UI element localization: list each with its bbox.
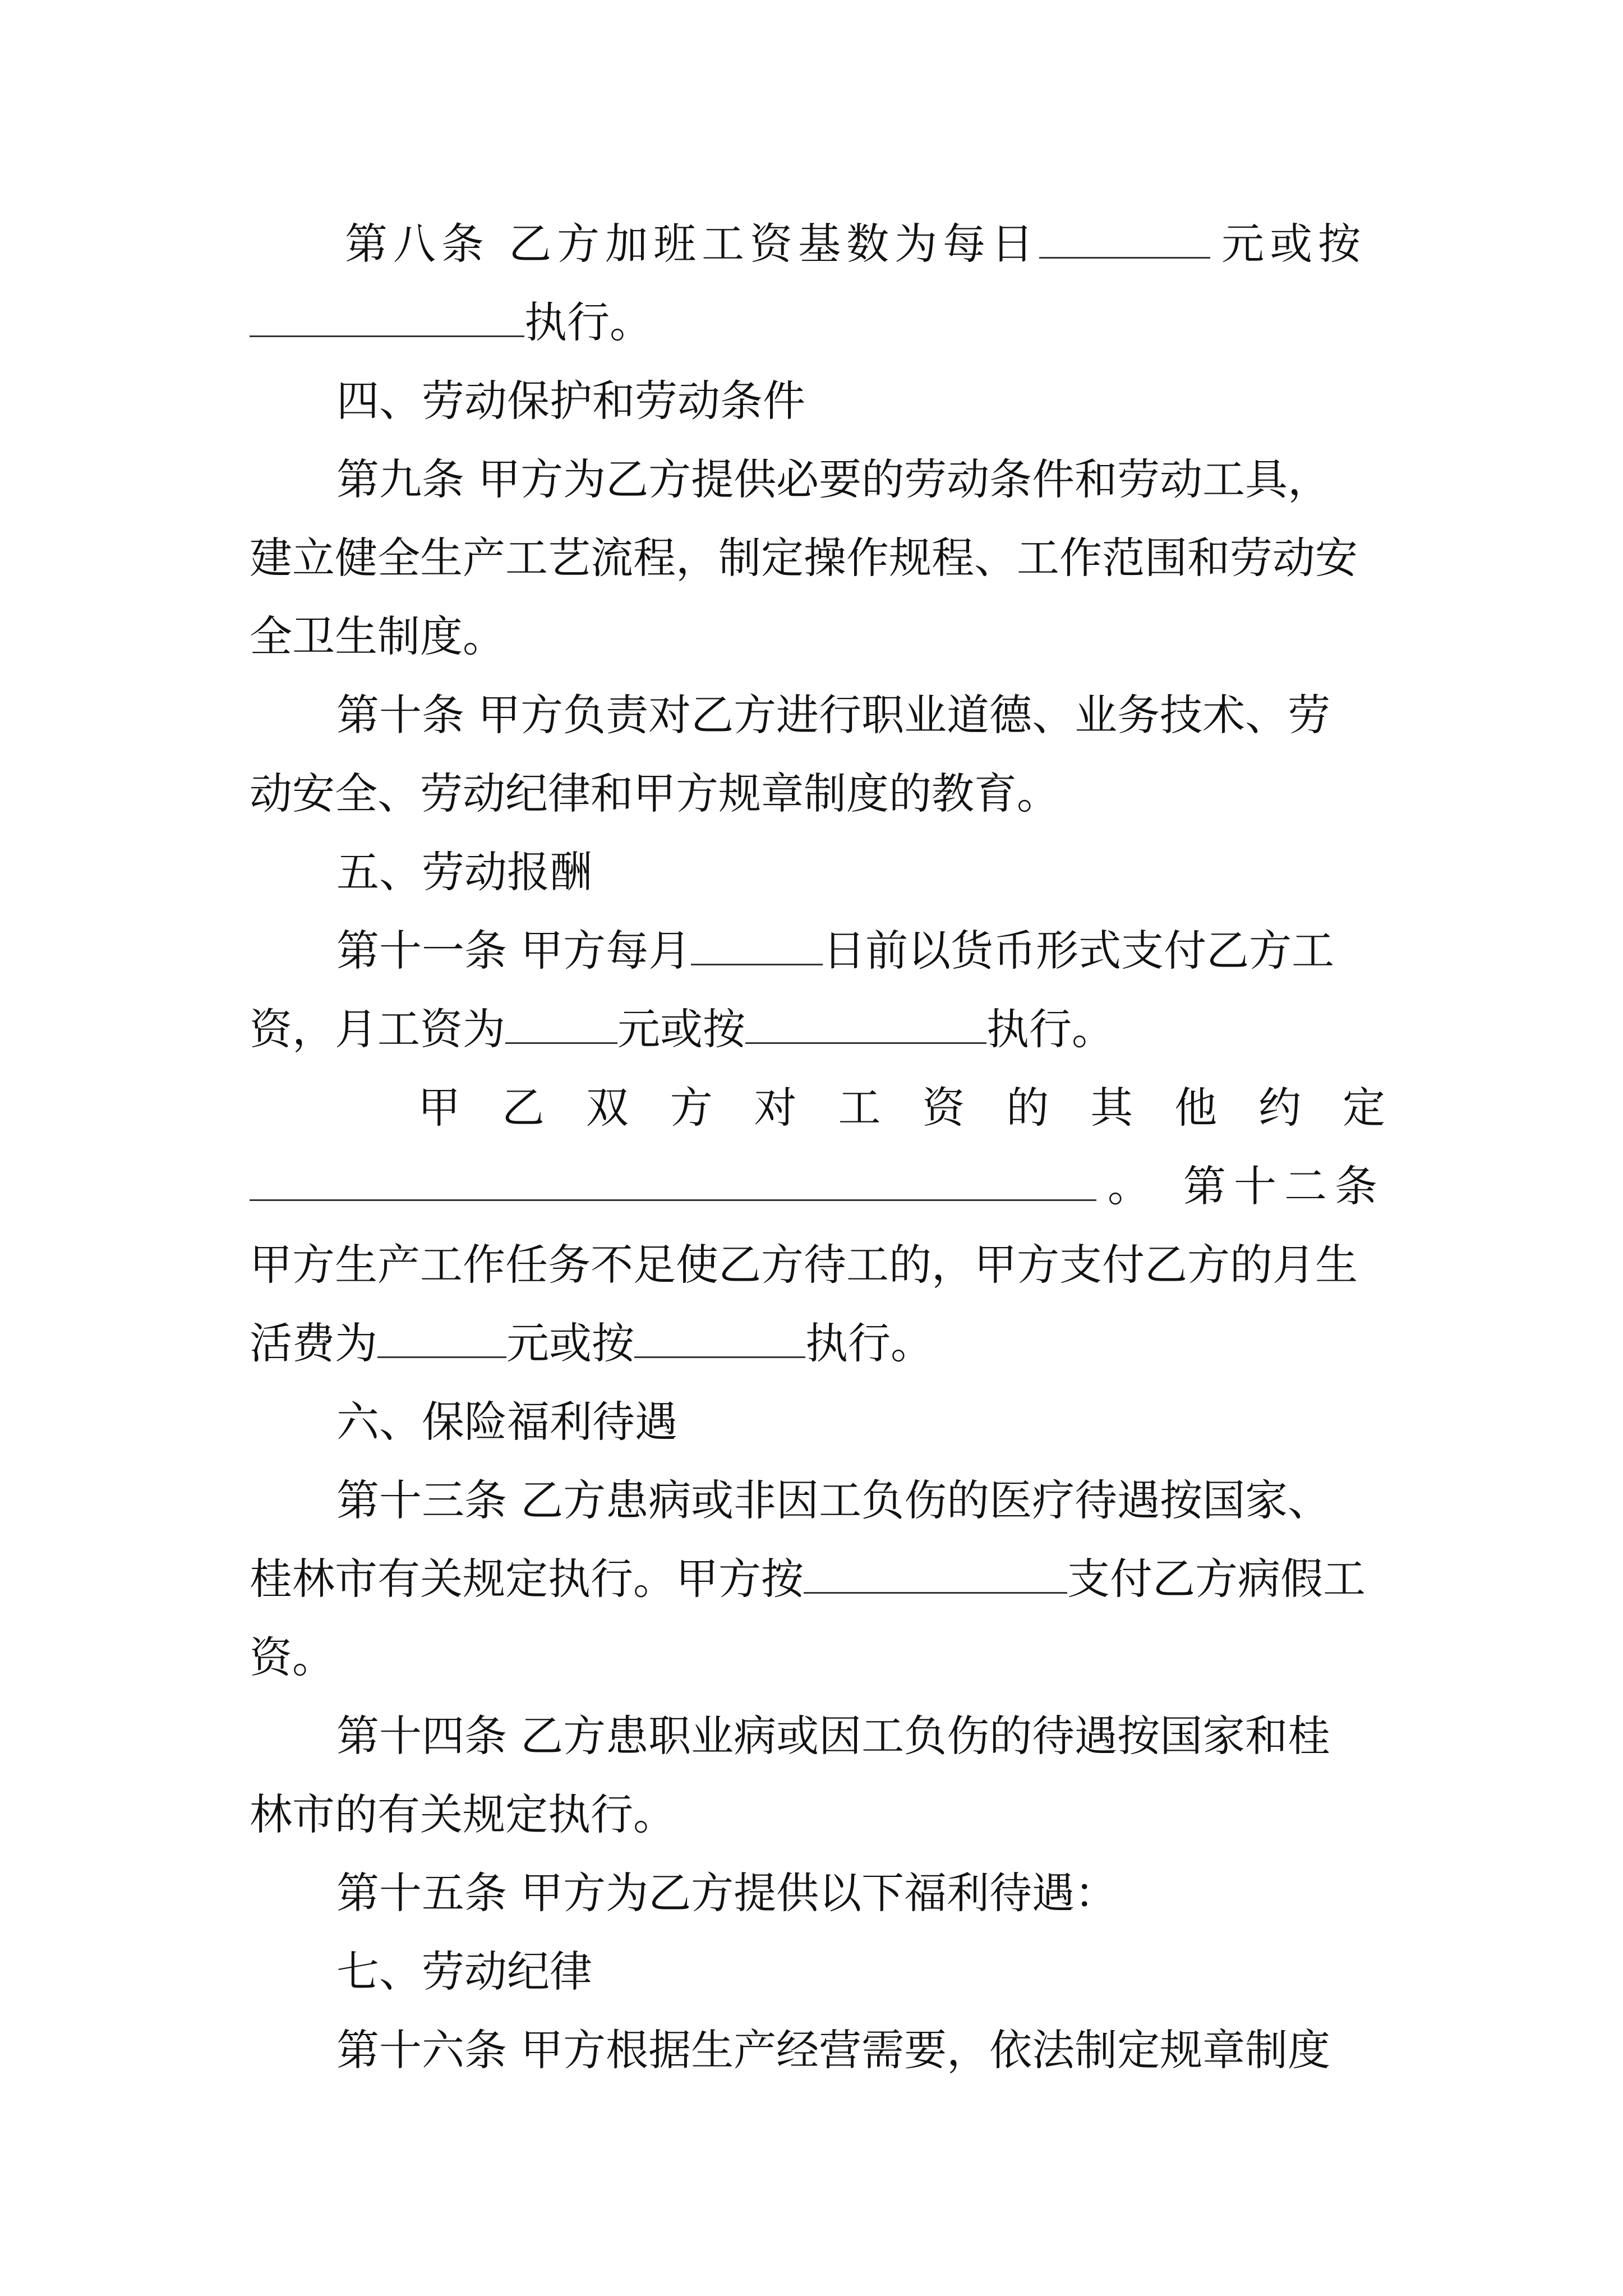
art9-line3: 全卫生制度。 [250,611,505,661]
agreement-char: 对 [754,1083,797,1133]
art11-line2 [250,990,1385,1069]
agreement-char: 约 [1258,1083,1302,1133]
art14-line2: 林市的有关规定执行。 [250,1789,676,1839]
art12-line2-mid: 元或按 [506,1318,634,1368]
art11-line2-tail: 执行。 [986,1004,1114,1054]
art13-blank-basis [804,1553,1067,1594]
art12-line2 [250,1304,1385,1383]
art11-mid: 日前以货币形式支付乙方工 [823,926,1335,976]
art12-line1: 甲方生产工作任务不足使乙方待工的，甲方支付乙方的月生 [250,1240,1358,1290]
art16: 第十六条 甲方根据生产经营需要，依法制定规章制度 [336,2025,1331,2075]
section4-heading: 四、劳动保护和劳动条件 [336,376,805,426]
agreement-char: 乙 [501,1083,545,1133]
art10-line1: 第十条 甲方负责对乙方进行职业道德、业务技术、劳 [336,690,1331,740]
art11-blank-salary [505,1003,617,1044]
agreement-char: 方 [670,1083,713,1133]
agreement-char: 的 [1006,1083,1049,1133]
agreement-char: 双 [585,1083,629,1133]
art11-prefix: 第十一条 甲方每月 [336,926,691,976]
other-agreement-line [250,1069,1385,1147]
art12-blank-basis [634,1317,805,1358]
art15: 第十五条 甲方为乙方提供以下福利待遇： [336,1868,1118,1918]
art8-blank-daily [1039,218,1210,259]
art8-line2 [250,283,1385,362]
art13-line1: 第十三条 乙方患病或非因工负伤的医疗待遇按国家、 [336,1475,1331,1525]
art8-mid: 元或按 [1221,219,1367,269]
art9-line2: 建立健全生产工艺流程，制定操作规程、工作范围和劳动安 [250,533,1358,583]
art11-line1 [250,912,1385,990]
art11-blank-day [691,924,823,965]
art8-tail: 执行。 [524,297,652,347]
art13-line2 [250,1540,1385,1618]
agreement-blank-line [250,1147,1385,1226]
art12-blank-amount [377,1317,506,1358]
agreement-end-mark: 。 [1108,1161,1150,1211]
art11-line2-prefix: 资，月工资为 [250,1004,505,1054]
art8-prefix: 第八条 乙方加班工资基数为每日 [345,219,1040,269]
agreement-char: 其 [1090,1083,1133,1133]
art12-line2-prefix: 活费为 [250,1318,377,1368]
agreement-char: 资 [922,1083,965,1133]
art14-line1: 第十四条 乙方患职业病或因工负伤的待遇按国家和桂 [336,1711,1331,1761]
art13-line3: 资。 [250,1632,335,1682]
section6-heading: 六、保险福利待遇 [336,1397,677,1447]
section5-heading: 五、劳动报酬 [336,847,592,897]
art11-blank-basis [745,1003,986,1044]
agreement-blank [250,1160,1096,1201]
art12-line2-tail: 执行。 [805,1318,933,1368]
agreement-char: 甲 [418,1083,460,1133]
agreement-char: 他 [1174,1083,1218,1133]
art9-line1: 第九条 甲方为乙方提供必要的劳动条件和劳动工具， [336,454,1331,504]
agreement-char: 定 [1342,1083,1385,1133]
art13-line2-prefix: 桂林市有关规定执行。甲方按 [250,1554,804,1604]
section7-heading: 七、劳动纪律 [336,1947,592,1996]
art12-label: 第十二条 [1183,1161,1385,1211]
art10-line2: 动安全、劳动纪律和甲方规章制度的教育。 [250,769,1059,818]
art8-blank-basis [250,296,524,337]
art13-line2-tail: 支付乙方病假工 [1067,1554,1366,1604]
art11-line2-mid: 元或按 [617,1004,745,1054]
agreement-char: 工 [838,1083,881,1133]
art8-line1 [250,205,1385,283]
